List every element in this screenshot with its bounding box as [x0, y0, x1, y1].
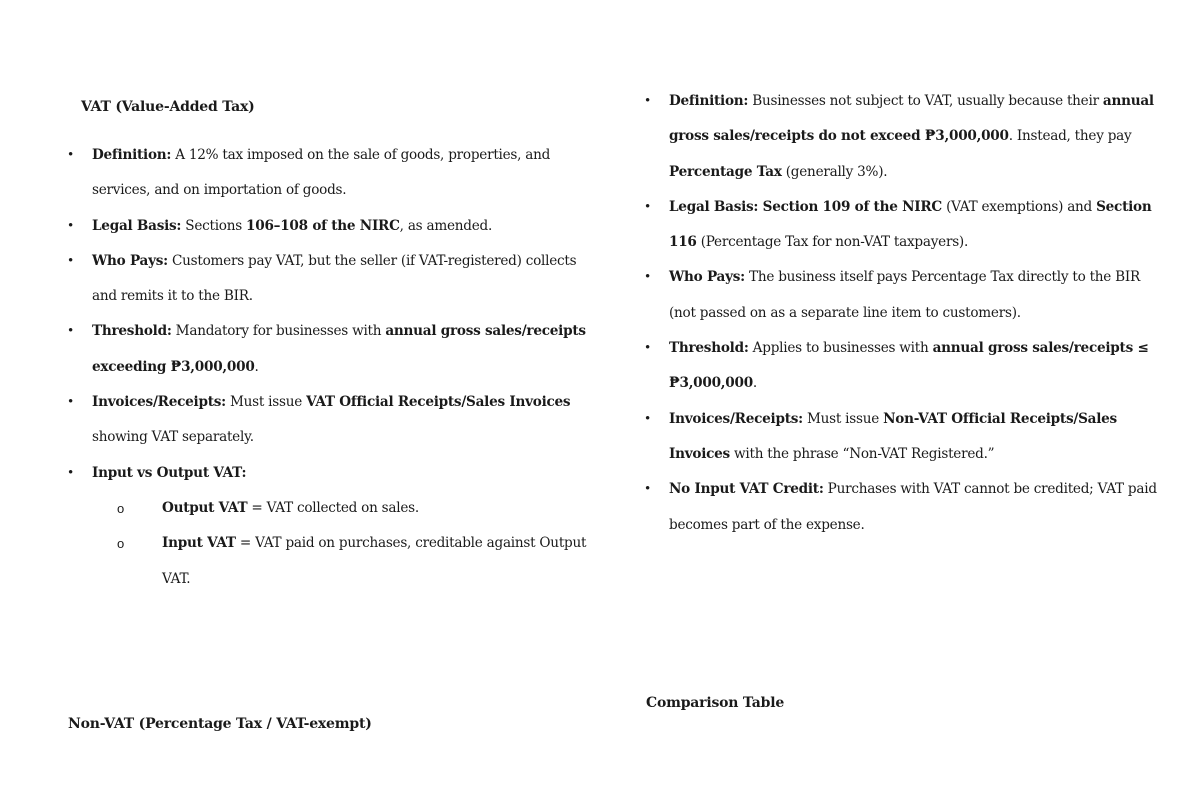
list-item: [92, 491, 588, 526]
vat-who-pays-text: Customers pay VAT, but the seller (if VAT-registered) collects and remits it to the BIR.: [92, 252, 577, 305]
list-item: [645, 190, 1165, 261]
vat-legal-basis-text: Sections: [181, 217, 247, 234]
comparison-table-title: Comparison Table: [646, 695, 785, 711]
vat-input-output-label: Input vs Output VAT:: [92, 464, 247, 481]
vat-definition-text: A 12% tax imposed on the sale of goods, properties, and services, and on importation of goods.: [92, 147, 551, 199]
list-item: [68, 138, 588, 209]
list-item: [68, 244, 588, 315]
non-vat-invoices-text: Must issue: [802, 410, 884, 427]
non-vat-definition-text: Businesses not subject to VAT, usually because their: [748, 93, 1103, 109]
output-vat-term: Output VAT: [162, 499, 248, 516]
list-item: [645, 331, 1165, 402]
non-vat-who-pays-label: Who Pays:: [669, 269, 745, 286]
non-vat-legal-basis-mid: (VAT exemptions) and: [942, 198, 1097, 215]
non-vat-legal-basis-section-116: Section 116: [669, 198, 1152, 251]
non-vat-definition-suffix: (generally 3%).: [781, 163, 888, 180]
input-vat-term: Input VAT: [162, 535, 236, 552]
non-vat-definition-mid: . Instead, they pay: [1008, 128, 1132, 145]
vat-threshold-label: Threshold:: [92, 323, 172, 340]
non-vat-invoices-label: Invoices/Receipts:: [669, 410, 803, 427]
list-item: [68, 314, 588, 385]
non-vat-legal-basis-section-109: Section 109 of the NIRC: [758, 198, 943, 215]
non-vat-threshold-text: Applies to businesses with: [748, 340, 933, 357]
non-vat-definition-label: Definition:: [669, 93, 749, 109]
non-vat-invoices-suffix: with the phrase “Non-VAT Registered.”: [729, 445, 995, 462]
vat-threshold-suffix: .: [254, 358, 259, 375]
non-vat-legal-basis-label: Legal Basis:: [669, 198, 759, 215]
vat-invoices-label: Invoices/Receipts:: [92, 394, 226, 411]
list-item: [92, 526, 588, 597]
list-item: [645, 402, 1165, 473]
vat-who-pays-label: Who Pays:: [92, 252, 168, 269]
vat-legal-basis-suffix: , as amended.: [399, 217, 493, 234]
vat-section-title: VAT (Value-Added Tax): [81, 99, 255, 115]
list-item: [645, 260, 1165, 331]
vat-threshold-amount: annual gross sales/receipts exceeding ₱3,000,000: [92, 323, 586, 375]
list-item: [645, 84, 1165, 190]
vat-invoices-suffix: showing VAT separately.: [92, 429, 254, 446]
list-item: [68, 385, 588, 456]
non-vat-legal-basis-suffix: (Percentage Tax for non-VAT taxpayers).: [696, 234, 969, 251]
output-vat-text: = VAT collected on sales.: [247, 499, 419, 516]
vat-legal-basis-sections: 106–108 of the NIRC: [246, 217, 400, 234]
list-item: [68, 456, 588, 597]
vat-bullet-list: [68, 138, 588, 597]
vat-input-output-sublist: [92, 491, 588, 597]
vat-definition-label: Definition:: [92, 147, 172, 163]
non-vat-section-title: Non-VAT (Percentage Tax / VAT-exempt): [68, 716, 372, 732]
non-vat-definition-threshold: annual gross sales/receipts do not exceed ₱3,000,000: [669, 93, 1154, 145]
list-item: [68, 209, 588, 244]
no-input-credit-text: Purchases with VAT cannot be credited; VAT paid becomes part of the expense.: [669, 481, 1157, 533]
vat-legal-basis-label: Legal Basis:: [92, 217, 182, 234]
list-item: [645, 472, 1165, 543]
non-vat-bullet-list: [645, 84, 1165, 543]
non-vat-who-pays-text: The business itself pays Percentage Tax directly to the BIR (not passed on as a separate line item to customers).: [669, 269, 1141, 321]
vat-invoices-document: VAT Official Receipts/Sales Invoices: [306, 394, 571, 411]
input-vat-text: = VAT paid on purchases, creditable against Output VAT.: [162, 535, 587, 587]
no-input-credit-label: No Input VAT Credit:: [669, 481, 824, 498]
non-vat-definition-percentage-tax: Percentage Tax: [669, 163, 782, 180]
non-vat-invoices-document: Non-VAT Official Receipts/Sales Invoices: [669, 410, 1117, 462]
right-page: [600, 0, 1200, 785]
non-vat-threshold-suffix: .: [752, 375, 757, 392]
vat-threshold-text: Mandatory for businesses with: [171, 323, 386, 340]
vat-invoices-text: Must issue: [225, 394, 307, 411]
non-vat-threshold-amount: annual gross sales/receipts ≤ ₱3,000,000: [669, 340, 1149, 392]
non-vat-threshold-label: Threshold:: [669, 340, 749, 357]
